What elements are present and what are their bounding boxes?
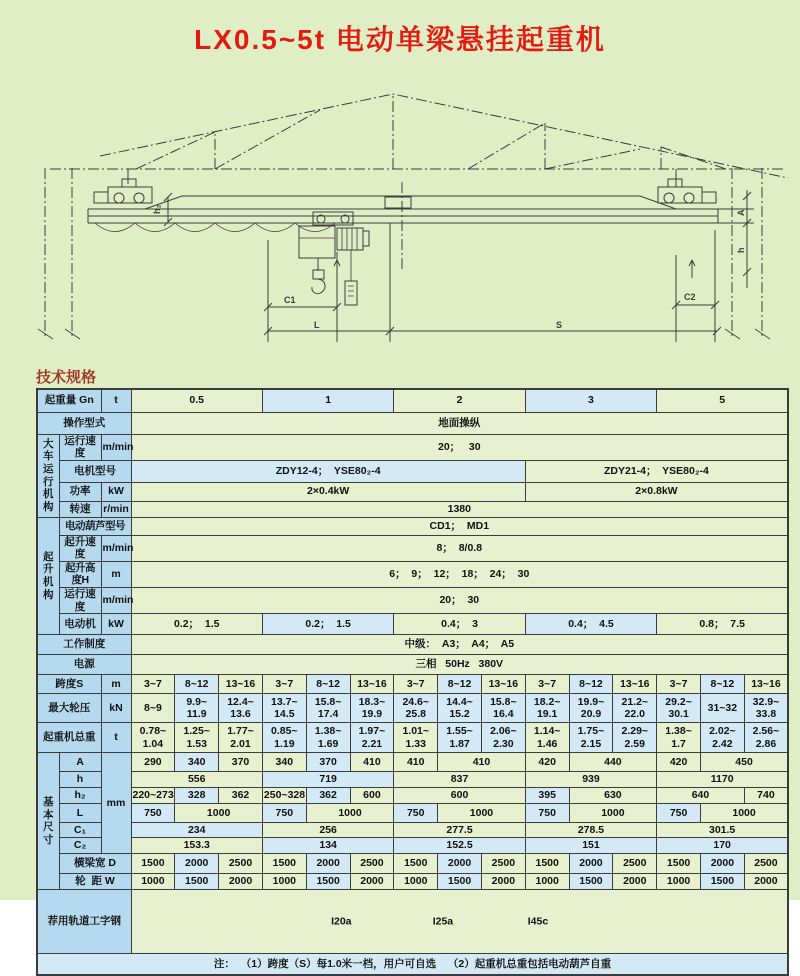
row-hoist-travel (37, 588, 788, 614)
cell: 8~12 (569, 675, 613, 694)
cell: 301.5 (657, 823, 788, 838)
row-label-lift-speed: 起升速度 (59, 535, 101, 561)
row-label-dim-h: h (59, 772, 101, 788)
cell: 31~32 (700, 694, 744, 723)
cell: 地面操纵 (131, 412, 788, 434)
rail-values (131, 890, 788, 954)
row-label-beam-width: 横梁宽 D (59, 854, 131, 874)
cell: 1000 (262, 874, 306, 890)
cell: 837 (394, 772, 525, 788)
cell: 290 (131, 753, 175, 772)
cell: 1 (262, 389, 393, 412)
dim-label-L: L (314, 320, 320, 330)
cell: CD1； MD1 (131, 517, 788, 535)
cell: 939 (525, 772, 656, 788)
cell: 15.8~ 17.4 (306, 694, 350, 723)
row-motor-model (37, 460, 788, 482)
cell: 750 (525, 804, 569, 823)
cell: 2000 (219, 874, 263, 890)
cell: 2500 (744, 854, 788, 874)
cell: 0.4； 4.5 (525, 614, 656, 635)
cell: 1000 (700, 804, 788, 823)
cell: 1.01~ 1.33 (394, 723, 438, 753)
cell: 1.38~ 1.69 (306, 723, 350, 753)
row-label-dim-A: A (59, 753, 101, 772)
unit-capacity: t (101, 389, 131, 412)
unit-lift-speed: m/min (101, 535, 131, 561)
wall-columns (38, 168, 770, 339)
cell: 1.38~ 1.7 (657, 723, 701, 753)
unit-lift-height: m (101, 561, 131, 587)
cell: 24.6~ 25.8 (394, 694, 438, 723)
unit-dimensions: mm (101, 753, 131, 854)
cell: 1.97~ 2.21 (350, 723, 394, 753)
row-label-dim-C2: C₂ (59, 838, 101, 854)
row-beam-width (37, 854, 788, 874)
cell: 2000 (175, 854, 219, 874)
cell: 20； 30 (131, 588, 788, 614)
cell: I25a (432, 915, 454, 928)
cell: 640 (657, 788, 745, 804)
cell: 410 (350, 753, 394, 772)
row-label-rail: 荐用轨道工字钢 (37, 890, 131, 954)
cell: 1000 (306, 804, 394, 823)
dim-label-C1: C1 (284, 295, 296, 305)
cell: 0.85~ 1.19 (262, 723, 306, 753)
unit-power: kW (101, 482, 131, 501)
main-beam (88, 182, 718, 272)
row-hoist-motor (37, 614, 788, 635)
dim-label-h2: h₂ (152, 204, 162, 214)
row-capacity (37, 389, 788, 412)
row-label-dim-h2: h₂ (59, 788, 101, 804)
row-note (37, 954, 788, 975)
cell: 18.2~ 19.1 (525, 694, 569, 723)
cell: 328 (175, 788, 219, 804)
row-operation (37, 412, 788, 434)
cell: 1500 (175, 874, 219, 890)
cell: 20； 30 (131, 434, 788, 460)
cell: 370 (219, 753, 263, 772)
cell: 234 (131, 823, 262, 838)
note-text: 注： （1）跨度（S）每1.0米一档，用户可自选 （2）起重机总重包括电动葫芦自重 (37, 954, 788, 975)
cell: 1000 (394, 874, 438, 890)
cell: 1000 (657, 874, 701, 890)
row-dim-L (37, 804, 788, 823)
crane-drawing (0, 80, 800, 372)
cell: 256 (262, 823, 393, 838)
cell: 2.06~ 2.30 (481, 723, 525, 753)
cell: 410 (438, 753, 526, 772)
row-label-rotation: 转速 (59, 501, 101, 517)
cell: 1500 (569, 874, 613, 890)
cell: 1000 (175, 804, 263, 823)
cell: 220~273 (131, 788, 175, 804)
row-rotation (37, 501, 788, 517)
cell: 151 (525, 838, 656, 854)
cell: 0.4； 3 (394, 614, 525, 635)
cell: 19.9~ 20.9 (569, 694, 613, 723)
row-lift-height (37, 561, 788, 587)
cell: 三相 50Hz 380V (131, 655, 788, 675)
cell: 2000 (613, 874, 657, 890)
cell: 370 (306, 753, 350, 772)
cell: 13.7~ 14.5 (262, 694, 306, 723)
dim-label-A: A (736, 209, 746, 216)
group-dimensions: 基本尺寸 (37, 753, 59, 890)
row-label-hoist-travel: 运行速度 (59, 588, 101, 614)
cell: 750 (394, 804, 438, 823)
cell: 340 (262, 753, 306, 772)
row-label-dim-L: L (59, 804, 101, 823)
cell: I45c (527, 915, 549, 928)
cell: 1000 (525, 874, 569, 890)
row-travel-speed (37, 434, 788, 460)
row-duty (37, 635, 788, 655)
row-power (37, 482, 788, 501)
cell: 278.5 (525, 823, 656, 838)
cell: 13~16 (613, 675, 657, 694)
row-label-span: 跨度S (37, 675, 101, 694)
cell: 2500 (481, 854, 525, 874)
group-trolley: 大车运行机构 (37, 434, 59, 517)
cell: 719 (262, 772, 393, 788)
cell: 2 (394, 389, 525, 412)
cell: 1000 (131, 874, 175, 890)
cell: 340 (175, 753, 219, 772)
row-label-motor-model: 电机型号 (59, 460, 131, 482)
cell: 2000 (306, 854, 350, 874)
cell: 2000 (438, 854, 482, 874)
row-rail (37, 890, 788, 954)
cell: 1000 (438, 804, 526, 823)
cell: 2.56~ 2.86 (744, 723, 788, 753)
cell: 1.77~ 2.01 (219, 723, 263, 753)
cell: 410 (394, 753, 438, 772)
left-trolley (94, 179, 152, 203)
row-label-operation: 操作型式 (37, 412, 131, 434)
section-title: 技术规格 (36, 369, 97, 386)
dim-label-S: S (556, 320, 563, 330)
cell: 2×0.8kW (525, 482, 788, 501)
row-label-wheel-load: 最大轮压 (37, 694, 101, 723)
cell: 420 (657, 753, 701, 772)
cell: 277.5 (394, 823, 525, 838)
cell: 153.3 (131, 838, 262, 854)
row-wheel-base (37, 874, 788, 890)
cell: 2000 (569, 854, 613, 874)
cell: ZDY12-4； YSE80₂-4 (131, 460, 525, 482)
cell: 3~7 (131, 675, 175, 694)
cell: 13~16 (481, 675, 525, 694)
electric-hoist (299, 212, 369, 305)
cell: 600 (394, 788, 525, 804)
unit-hoist-motor: kW (101, 614, 131, 635)
right-trolley (658, 179, 716, 203)
row-wheel-load (37, 694, 788, 723)
cell: 750 (657, 804, 701, 823)
cell: 18.3~ 19.9 (350, 694, 394, 723)
page-title: LX0.5~5t 电动单梁悬挂起重机 (194, 24, 606, 55)
cell: 750 (262, 804, 306, 823)
cell: 0.2； 1.5 (262, 614, 393, 635)
cell: 1.25~ 1.53 (175, 723, 219, 753)
cell: 2000 (481, 874, 525, 890)
cell: 0.78~ 1.04 (131, 723, 175, 753)
hook-icon (312, 279, 325, 294)
row-label-total-weight: 起重机总重 (37, 723, 101, 753)
cell: 2.02~ 2.42 (700, 723, 744, 753)
cell: 420 (525, 753, 569, 772)
cell: I20a (331, 915, 352, 928)
cell: 5 (657, 389, 788, 412)
row-label-capacity: 起重量 Gn (37, 389, 101, 412)
row-power-supply (37, 655, 788, 675)
cell: 1170 (657, 772, 788, 788)
cell: 8~12 (700, 675, 744, 694)
row-dim-C1 (37, 823, 788, 838)
cell: 1500 (306, 874, 350, 890)
row-label-travel-speed: 运行速度 (59, 434, 101, 460)
cell: 395 (525, 788, 569, 804)
cell: 13~16 (350, 675, 394, 694)
row-label-dim-C1: C₁ (59, 823, 101, 838)
cell: 362 (219, 788, 263, 804)
cell: 21.2~ 22.0 (613, 694, 657, 723)
row-dim-h2 (37, 788, 788, 804)
cell: 32.9~ 33.8 (744, 694, 788, 723)
row-dim-h (37, 772, 788, 788)
cell: 29.2~ 30.1 (657, 694, 701, 723)
cell: 1000 (569, 804, 657, 823)
cell: 13~16 (744, 675, 788, 694)
cell: 250~328 (262, 788, 306, 804)
unit-total-weight: t (101, 723, 131, 753)
cell: 2.29~ 2.59 (613, 723, 657, 753)
cell: 1500 (438, 874, 482, 890)
row-label-duty: 工作制度 (37, 635, 131, 655)
unit-hoist-travel: m/min (101, 588, 131, 614)
cell: 134 (262, 838, 393, 854)
cell: 750 (131, 804, 175, 823)
cell: 1500 (700, 874, 744, 890)
row-hoist-model (37, 517, 788, 535)
cell: 8； 8/0.8 (131, 535, 788, 561)
row-label-power: 功率 (59, 482, 101, 501)
cell: 450 (700, 753, 788, 772)
cell: 1.14~ 1.46 (525, 723, 569, 753)
cell: 1.55~ 1.87 (438, 723, 482, 753)
cell: 440 (569, 753, 657, 772)
cell: 556 (131, 772, 262, 788)
cell: 8~9 (131, 694, 175, 723)
cell: 1500 (262, 854, 306, 874)
cell: 2000 (350, 874, 394, 890)
cell: 740 (744, 788, 788, 804)
cell: 1500 (657, 854, 701, 874)
pendant-control (345, 281, 357, 305)
cell: 1380 (131, 501, 788, 517)
row-label-hoist-model: 电动葫芦型号 (59, 517, 131, 535)
spec-table (36, 388, 789, 976)
row-span (37, 675, 788, 694)
cell: 3~7 (262, 675, 306, 694)
unit-rotation: r/min (101, 501, 131, 517)
cell: 2000 (744, 874, 788, 890)
row-label-lift-height: 起升高度H (59, 561, 101, 587)
cell: 2000 (700, 854, 744, 874)
cell: 6； 9； 12； 18； 24； 30 (131, 561, 788, 587)
cell: 2500 (613, 854, 657, 874)
cell: 3 (525, 389, 656, 412)
cell: 14.4~ 15.2 (438, 694, 482, 723)
cell: 600 (350, 788, 394, 804)
unit-span: m (101, 675, 131, 694)
cell: ZDY21-4； YSE80₂-4 (525, 460, 788, 482)
row-label-power-supply: 电源 (37, 655, 131, 675)
cell: 3~7 (394, 675, 438, 694)
row-total-weight (37, 723, 788, 753)
cell: 1500 (131, 854, 175, 874)
row-dim-C2 (37, 838, 788, 854)
cell: 2×0.4kW (131, 482, 525, 501)
cell: 630 (569, 788, 657, 804)
cell: 13~16 (219, 675, 263, 694)
unit-travel-speed: m/min (101, 434, 131, 460)
cell: 0.8； 7.5 (657, 614, 788, 635)
cell: 1.75~ 2.15 (569, 723, 613, 753)
roof-truss (50, 94, 788, 178)
cell: 3~7 (657, 675, 701, 694)
cell: 2500 (219, 854, 263, 874)
cell: 8~12 (175, 675, 219, 694)
cell: 15.8~ 16.4 (481, 694, 525, 723)
row-label-wheel-base: 轮 距 W (59, 874, 131, 890)
cell: 0.2； 1.5 (131, 614, 262, 635)
group-hoist: 起升机构 (37, 517, 59, 635)
cell: 9.9~ 11.9 (175, 694, 219, 723)
row-dim-A (37, 753, 788, 772)
cell: 8~12 (438, 675, 482, 694)
cell: 1500 (394, 854, 438, 874)
row-label-hoist-motor: 电动机 (59, 614, 101, 635)
cell: 中级： A3； A4； A5 (131, 635, 788, 655)
cell: 170 (657, 838, 788, 854)
dimension-lines (164, 190, 754, 342)
cell: 2500 (350, 854, 394, 874)
cell: 0.5 (131, 389, 262, 412)
cell: 1500 (525, 854, 569, 874)
row-lift-speed (37, 535, 788, 561)
dim-label-h: h (736, 247, 746, 253)
cell: 8~12 (306, 675, 350, 694)
cell: 12.4~ 13.6 (219, 694, 263, 723)
cell: 362 (306, 788, 350, 804)
unit-wheel-load: kN (101, 694, 131, 723)
dim-label-C2: C2 (684, 292, 696, 302)
cell: 152.5 (394, 838, 525, 854)
cell: 3~7 (525, 675, 569, 694)
